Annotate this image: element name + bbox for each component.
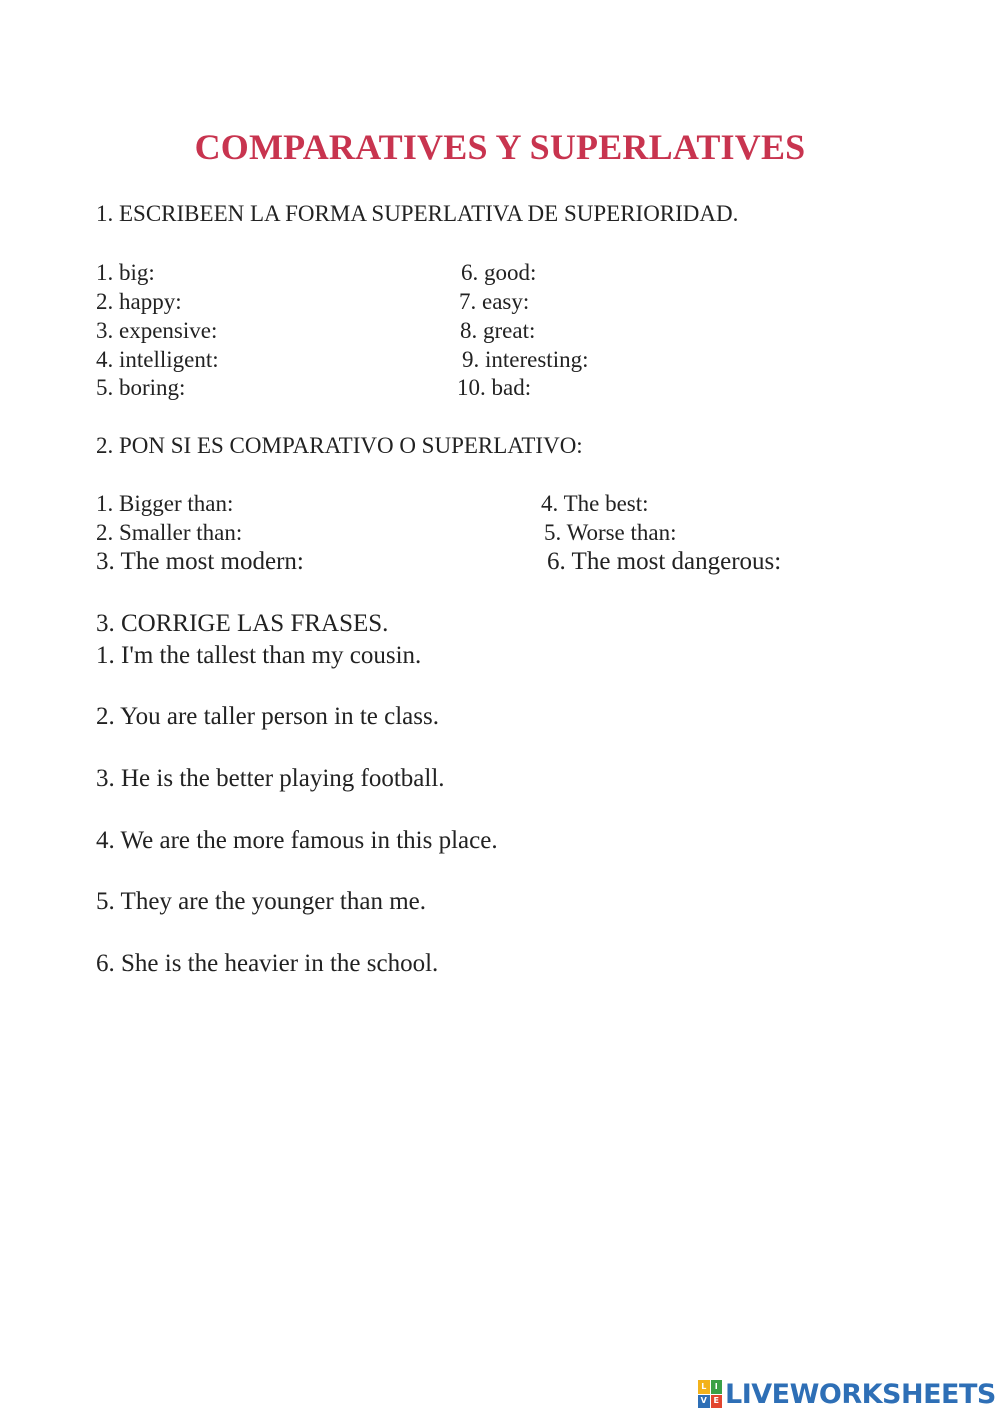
section1-item: 10. bad:	[457, 375, 532, 400]
section2-item: 4. The best:	[541, 491, 649, 516]
section3-item: 4. We are the more famous in this place.	[96, 827, 498, 854]
section3-item: 2. You are taller person in te class.	[96, 703, 439, 730]
section1-item: 4. intelligent:	[96, 347, 219, 372]
liveworksheets-logo	[698, 1378, 996, 1410]
liveworksheets-mark-icon	[698, 1380, 722, 1408]
section2-item: 2. Smaller than:	[96, 520, 243, 545]
section2-item: 6. The most dangerous:	[547, 548, 782, 575]
section3-item: 3. He is the better playing football.	[96, 765, 445, 792]
logo-mark-v: V	[698, 1395, 710, 1409]
section2-heading: 2. PON SI ES COMPARATIVO O SUPERLATIVO:	[96, 433, 583, 458]
section3-heading: 3. CORRIGE LAS FRASES.	[96, 610, 389, 637]
logo-mark-l: L	[698, 1380, 710, 1394]
section3-item: 5. They are the younger than me.	[96, 888, 426, 915]
section3-item: 6. She is the heavier in the school.	[96, 950, 439, 977]
logo-text: LIVEWORKSHEETS	[725, 1378, 996, 1410]
section2-item: 1. Bigger than:	[96, 491, 234, 516]
section1-heading: 1. ESCRIBEEN LA FORMA SUPERLATIVA DE SUPERIORIDAD.	[96, 201, 739, 226]
section1-item: 3. expensive:	[96, 318, 218, 343]
section3-item: 1. I'm the tallest than my cousin.	[96, 642, 422, 669]
section2-item: 5. Worse than:	[544, 520, 677, 545]
section1-item: 6. good:	[461, 260, 537, 285]
page-title: COMPARATIVES Y SUPERLATIVES	[194, 127, 806, 167]
logo-mark-e: E	[711, 1395, 723, 1409]
section1-item: 7. easy:	[459, 289, 530, 314]
logo-mark-i: I	[711, 1380, 723, 1394]
section1-item: 5. boring:	[96, 375, 186, 400]
section2-item: 3. The most modern:	[96, 548, 304, 575]
section1-item: 1. big:	[96, 260, 155, 285]
section1-item: 8. great:	[460, 318, 536, 343]
section1-item: 2. happy:	[96, 289, 182, 314]
section1-item: 9. interesting:	[462, 347, 589, 372]
